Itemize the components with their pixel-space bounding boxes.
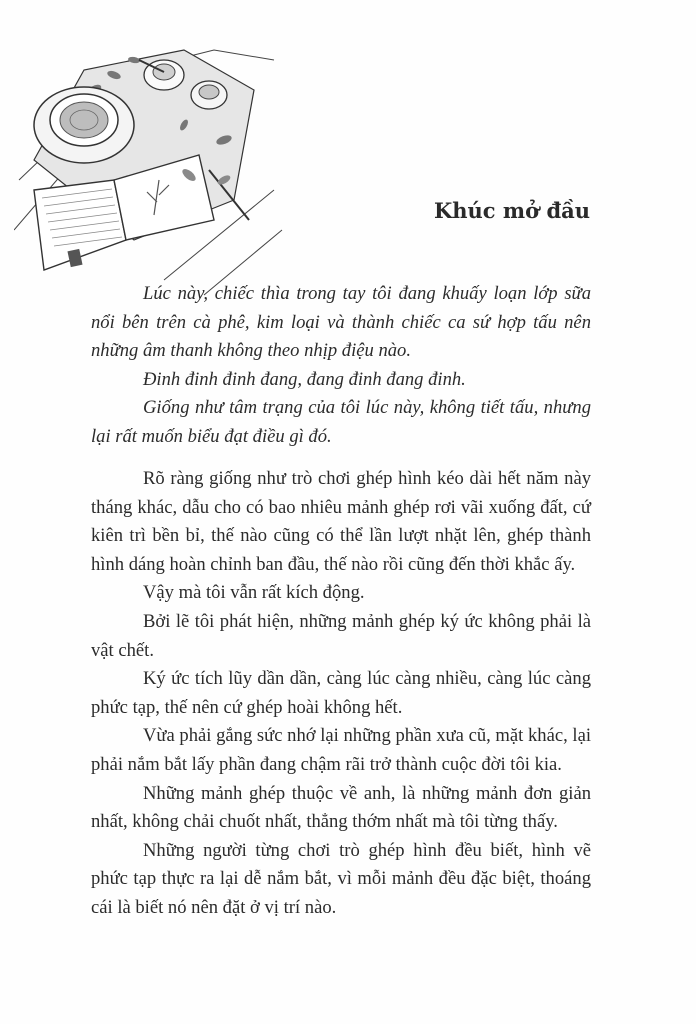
body-paragraph: Ký ức tích lũy dần dần, càng lúc càng nhiều, càng lúc càng phức tạp, thế nên cứ ghép hoài không hết. [91, 668, 591, 718]
body-paragraph: Vậy mà tôi vẫn rất kích động. [143, 582, 365, 604]
intro-paragraph: Đinh đinh đinh đang, đang đinh đang đinh. [143, 368, 466, 390]
italic-intro [91, 280, 591, 452]
body-text [91, 465, 591, 923]
intro-paragraph: Lúc này, chiếc thìa trong tay tôi đang khuấy loạn lớp sữa nổi bên trên cà phê, kim loại và thành chiếc ca sứ hợp tấu nên những âm thanh không theo nhịp điệu nào. [91, 283, 591, 362]
body-paragraph: Những mảnh ghép thuộc về anh, là những mảnh đơn giản nhất, không chải chuốt nhất, thẳng thớm nhất mà tôi từng thấy. [91, 782, 591, 833]
body-paragraph: Rõ ràng giống như trò chơi ghép hình kéo dài hết năm này tháng khác, dẫu cho có bao nhiêu mảnh ghép rơi vãi xuống đất, cứ kiên trì bền bỉ, thế nào cũng có thể lần lượt nhặt lên, ghép thành hình dáng hoàn chỉnh ban đầu, thế nào rồi cũng đến thời khắc ấy. [91, 468, 591, 575]
intro-paragraph: Giống như tâm trạng của tôi lúc này, không tiết tấu, nhưng lại rất muốn biểu đạt điều gì đó. [91, 397, 591, 447]
body-paragraph: Bởi lẽ tôi phát hiện, những mảnh ghép ký ức không phải là vật chết. [91, 610, 591, 661]
body-paragraph: Những người từng chơi trò ghép hình đều biết, hình vẽ phức tạp thực ra lại dễ nắm bắt, vì mỗi mảnh đều đặc biệt, thoáng cái là biết nó nên đặt ở vị trí nào. [91, 839, 591, 918]
body-paragraph: Vừa phải gắng sức nhớ lại những phần xưa cũ, mặt khác, lại phải nắm bắt lấy phần đang chậm rãi trở thành cuộc đời tôi kia. [91, 725, 591, 775]
chapter-title: Khúc mở đầu [434, 198, 590, 223]
coffee-and-book-illustration [14, 30, 284, 300]
